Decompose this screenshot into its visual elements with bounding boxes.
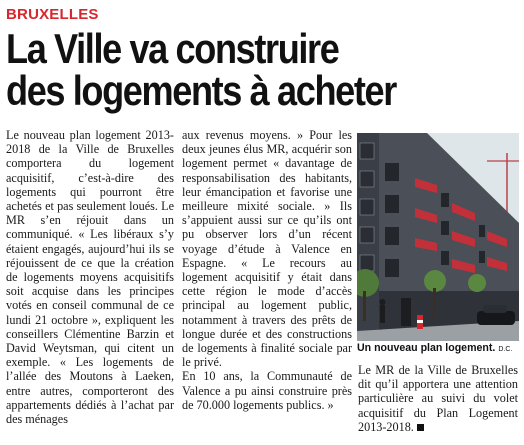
photo-credit: D.C. [498, 346, 513, 353]
article-paragraph: En 10 ans, la Communauté de Valence a pu ainsi construire près de 70.000 logements publics. » [182, 369, 352, 412]
article-paragraph: aux revenus moyens. » Pour les deux jeunes élus MR, acquérir son logement permet « davantage de responsabilisation des habitants, leur émancipation et favorise une meilleure mixité sociale. » Ils s’appuient aussi sur ce qu’ils ont pu observer lors d’un récent voyage d’étude à Valence en Espagne. « Le recours au logement acquisitif y était dans cette région le mode d’accès principal au logement public, notamment à travers des prêts de longue durée et des constructions de logements à finalité sociale par le privé. [182, 128, 352, 370]
headline-line-1: La Ville va construire [6, 25, 339, 72]
photo-caption [357, 341, 519, 355]
article-column-2 [182, 128, 352, 412]
photo-sidebar-text [358, 363, 518, 434]
end-of-article-mark [417, 424, 424, 431]
building-illustration [357, 133, 519, 353]
headline [6, 25, 449, 114]
photo-caption-text: Un nouveau plan logement. [357, 342, 496, 354]
section-label: BRUXELLES [6, 6, 99, 23]
article-column-1 [6, 128, 174, 426]
headline-line-2: des logements à acheter [6, 67, 396, 114]
article-paragraph: Le nouveau plan logement 2013-2018 de la Ville de Bruxelles comportera du logement acquisitif, c’est-à-dire des logements qui pourront être achetés et pas seulement loués. Le MR s’en réjouit dans un communiqué. « Les libéraux s’y étaient engagés, aujourd’hui ils se réjouissent de ce que la création de logements moyens acquisitifs soit acquise dans les principes votés en conseil communal de ce lundi 21 octobre », expliquent les conseillers Clémentine Barzin et David Weytsman, qui citent un exemple. « Les logements de l’allée des Moutons à Laeken, entre autres, comporteront des appartements dédiés à l’achat par des ménages [6, 128, 174, 427]
building-photo [357, 133, 519, 353]
sidebar-paragraph: Le MR de la Ville de Bruxelles dit qu’il apportera une attention particulière au suivi du volet acquisitif du Plan Logement 2013-2018. [358, 363, 518, 434]
